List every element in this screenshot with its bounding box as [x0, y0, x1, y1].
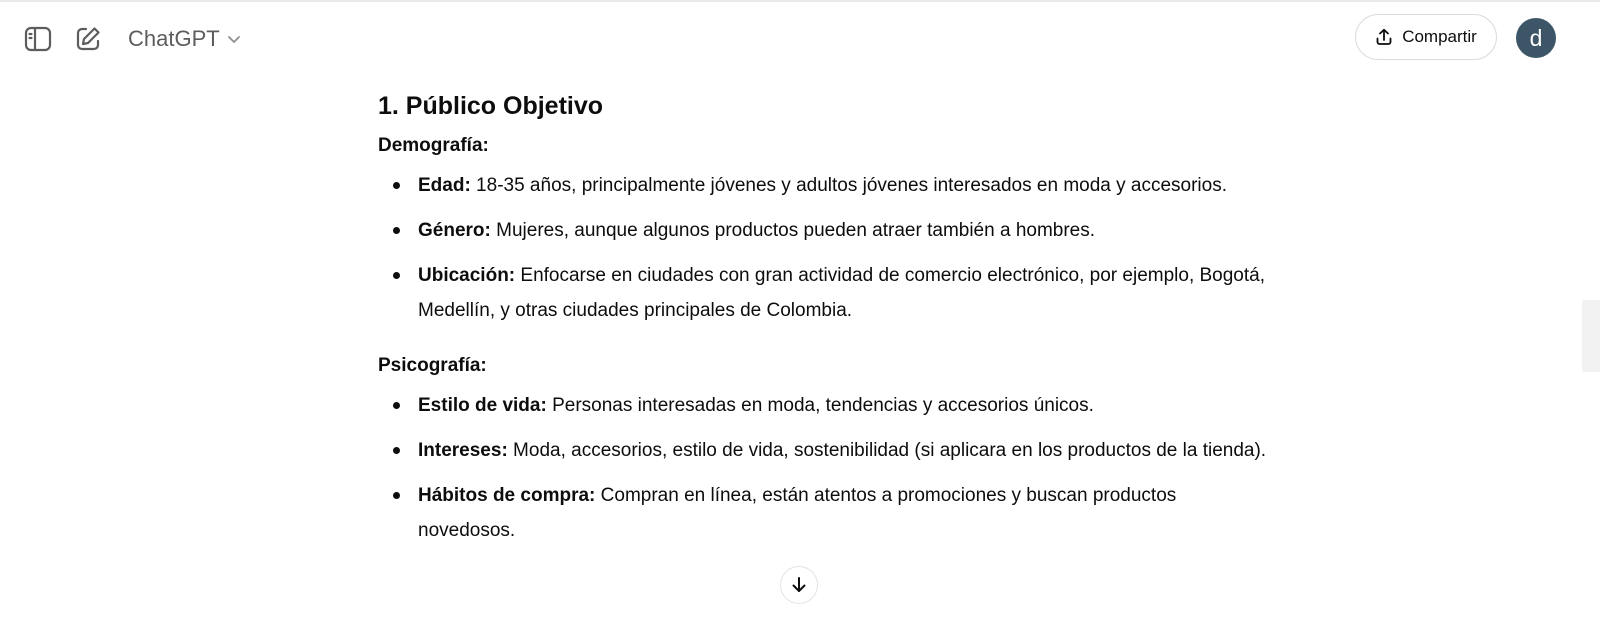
scroll-to-bottom-button[interactable]: [780, 566, 818, 604]
list-item: [378, 433, 1278, 468]
item-text: Moda, accesorios, estilo de vida, sostenibilidad (si aplicara en los productos de la tienda).: [507, 440, 1267, 461]
share-button[interactable]: [1355, 14, 1497, 60]
item-label: Edad:: [418, 175, 471, 196]
model-switcher[interactable]: [120, 22, 250, 56]
upload-icon: [1375, 28, 1393, 46]
item-label: Ubicación:: [418, 265, 516, 286]
model-name: ChatGPT: [128, 26, 220, 51]
demographics-heading: Demografía:: [378, 135, 489, 156]
sidebar-toggle-icon: [24, 26, 52, 52]
item-text: Enfocarse en ciudades con gran actividad de comercio electrónico, por ejemplo, Bogotá, Medellín, y otras ciudades principales de Colombia.: [418, 265, 1266, 321]
list-item: [378, 258, 1278, 328]
item-label: Estilo de vida:: [418, 395, 547, 416]
avatar[interactable]: d: [1516, 18, 1556, 58]
list-item: [378, 478, 1278, 548]
top-bar: [0, 2, 1600, 72]
item-label: Intereses:: [418, 440, 508, 461]
chevron-down-icon: [226, 31, 242, 47]
item-text: Personas interesadas en moda, tendencias y accesorios únicos.: [546, 395, 1094, 416]
assistant-message: [378, 82, 1278, 548]
psychographics-heading: Psicografía:: [378, 355, 487, 376]
item-text: 18-35 años, principalmente jóvenes y adultos jóvenes interesados en moda y accesorios.: [470, 175, 1227, 196]
item-text: Compran en línea, están atentos a promociones y buscan productos novedosos.: [418, 485, 1177, 541]
list-item: [378, 168, 1278, 203]
list-item: [378, 388, 1278, 423]
arrow-down-icon: [790, 576, 808, 594]
section-heading: 1. Público Objetivo: [378, 92, 604, 120]
new-chat-button[interactable]: [68, 19, 108, 59]
psychographics-list: [378, 388, 1278, 548]
sidebar-toggle-button[interactable]: [18, 19, 58, 59]
new-chat-icon: [74, 25, 102, 53]
demographics-list: [378, 168, 1278, 328]
item-text: Mujeres, aunque algunos productos pueden atraer también a hombres.: [490, 220, 1096, 241]
scrollbar-thumb[interactable]: [1582, 300, 1600, 372]
list-item: [378, 213, 1278, 248]
item-label: Género:: [418, 220, 491, 241]
item-label: Hábitos de compra:: [418, 485, 596, 506]
share-label: Compartir: [1402, 27, 1477, 46]
